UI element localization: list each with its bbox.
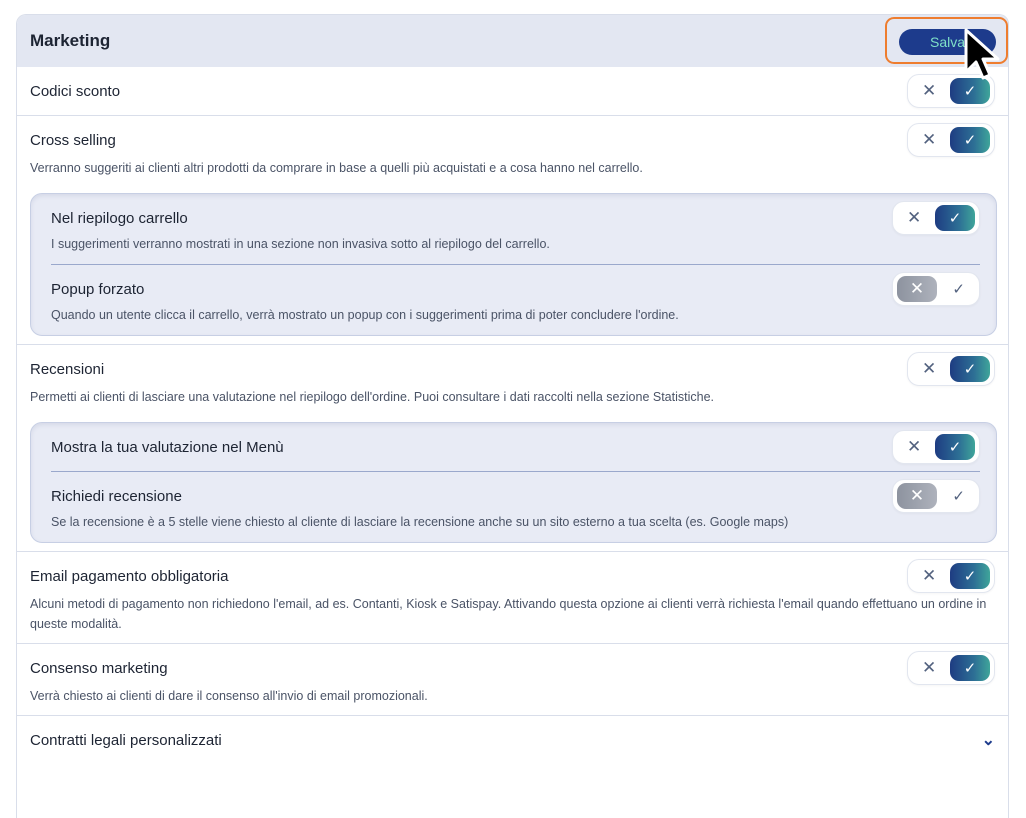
suboption-richiedi-recensione: [51, 471, 980, 542]
setting-label: Cross selling: [30, 131, 116, 149]
setting-label: Recensioni: [30, 360, 105, 378]
cross-selling-toggle[interactable]: [907, 123, 995, 157]
setting-consenso-marketing: [17, 643, 1008, 715]
suboption-description: Quando un utente clicca il carrello, verrà mostrato un popup con i suggerimenti prima di poter concludere l'ordine.: [51, 308, 679, 322]
recensioni-suboptions: [30, 422, 997, 543]
setting-contratti-legali[interactable]: [17, 715, 1008, 764]
setting-label: Contratti legali personalizzati: [30, 731, 222, 749]
setting-description: Alcuni metodi di pagamento non richiedono l'email, ad es. Contanti, Kiosk e Satispay. Attivando questa opzione ai clienti verrà richiesta l'email quando effettuano un ordine in queste modalità.: [30, 597, 987, 631]
setting-cross-selling: [17, 115, 1008, 336]
check-icon: ✓: [950, 127, 990, 153]
setting-description: Verranno suggeriti ai clienti altri prodotti da comprare in base a quelli più acquistati e a cosa hanno nel carrello.: [30, 161, 643, 175]
suboption-description: I suggerimenti verranno mostrati in una sezione non invasiva sotto al riepilogo del carrello.: [51, 237, 550, 251]
close-icon: ✕: [907, 208, 922, 227]
suboption-label: Mostra la tua valutazione nel Menù: [51, 438, 284, 456]
suboption-label: Richiedi recensione: [51, 487, 182, 505]
setting-description: Permetti ai clienti di lasciare una valutazione nel riepilogo dell'ordine. Puoi consultare i dati raccolti nella sezione Statistiche.: [30, 390, 715, 404]
setting-recensioni: [17, 344, 1008, 543]
consenso-marketing-toggle[interactable]: [907, 651, 995, 685]
close-icon: ✕: [907, 437, 922, 456]
setting-email-pagamento: [17, 551, 1008, 643]
setting-label: Email pagamento obbligatoria: [30, 567, 229, 585]
check-icon: ✓: [950, 356, 990, 382]
close-icon: ✕: [922, 130, 937, 149]
suboption-mostra-valutazione: [51, 423, 980, 471]
richiedi-recensione-toggle[interactable]: [892, 479, 980, 513]
recensioni-toggle[interactable]: [907, 352, 995, 386]
panel-header: [17, 15, 1008, 67]
chevron-down-icon[interactable]: ⌄: [981, 732, 995, 749]
suboption-description: Se la recensione è a 5 stelle viene chiesto al cliente di lasciare la recensione anche su un sito esterno a tua scelta (es. Google maps): [51, 515, 789, 529]
mostra-valutazione-toggle[interactable]: [892, 430, 980, 464]
close-icon: ✕: [922, 566, 937, 585]
mouse-pointer-icon: [962, 28, 1010, 88]
save-button[interactable]: Salva: [899, 29, 996, 55]
suboption-popup-forzato: [51, 264, 980, 335]
close-icon: ✕: [897, 276, 937, 302]
check-icon: ✓: [935, 434, 975, 460]
check-icon: ✓: [952, 488, 965, 505]
marketing-panel: [16, 14, 1009, 818]
check-icon: ✓: [952, 281, 965, 298]
setting-label: Codici sconto: [30, 82, 121, 100]
email-pagamento-toggle[interactable]: [907, 559, 995, 593]
riepilogo-carrello-toggle[interactable]: [892, 201, 980, 235]
cross-selling-suboptions: [30, 193, 997, 336]
setting-label: Consenso marketing: [30, 659, 168, 677]
check-icon: ✓: [950, 563, 990, 589]
close-icon: ✕: [922, 81, 937, 100]
check-icon: ✓: [950, 655, 990, 681]
suboption-riepilogo-carrello: [51, 194, 980, 264]
check-icon: ✓: [935, 205, 975, 231]
suboption-label: Nel riepilogo carrello: [51, 209, 188, 227]
setting-description: Verrà chiesto ai clienti di dare il consenso all'invio di email promozionali.: [30, 689, 428, 703]
close-icon: ✕: [897, 483, 937, 509]
close-icon: ✕: [922, 658, 937, 677]
suboption-label: Popup forzato: [51, 280, 145, 298]
close-icon: ✕: [922, 359, 937, 378]
check-icon: ✓: [950, 78, 990, 104]
popup-forzato-toggle[interactable]: [892, 272, 980, 306]
setting-codici-sconto: [17, 67, 1008, 115]
page-title: Marketing: [30, 31, 111, 50]
